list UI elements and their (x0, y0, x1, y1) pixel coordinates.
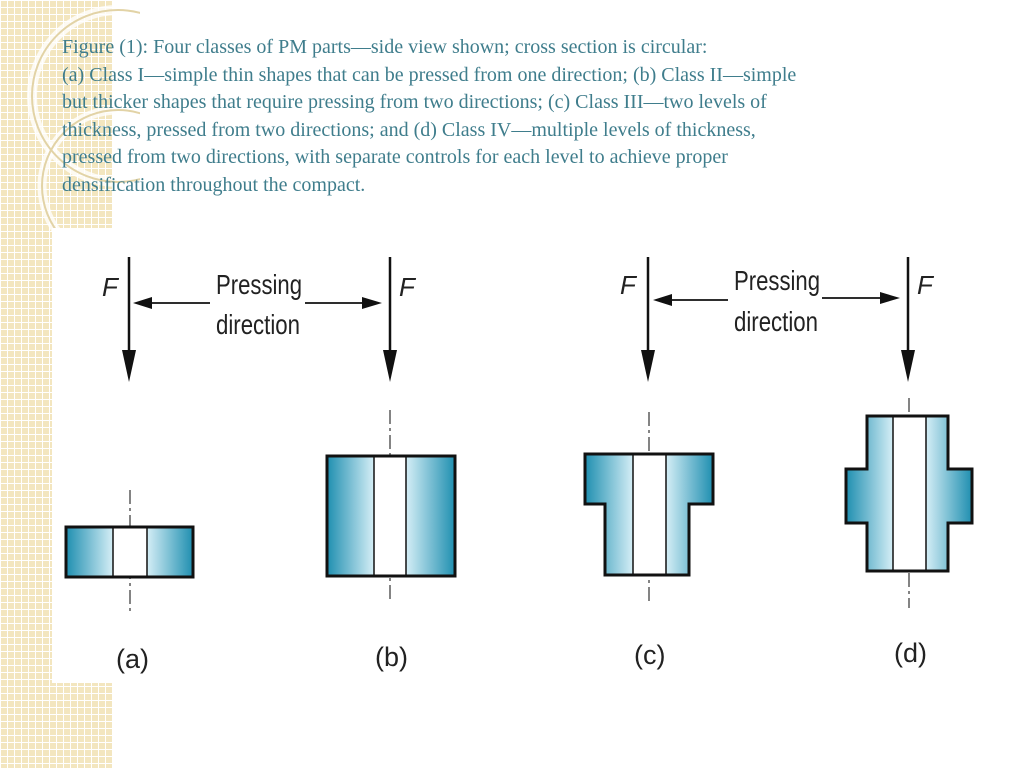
force-arrow-left-a (122, 257, 136, 382)
force-label-c: F (620, 270, 636, 300)
part-b-class-2 (327, 410, 455, 600)
part-a-class-1 (66, 490, 193, 612)
caption-line-1: Figure (1): Four classes of PM parts—side view shown; cross section is circular: (62, 36, 708, 58)
part-d-class-4 (846, 398, 972, 608)
force-label-b: F (399, 272, 415, 302)
force-label-a: F (102, 272, 118, 302)
caption-line-2: (a) Class I—simple thin shapes that can be pressed from one direction; (b) Class II—simple (62, 63, 797, 86)
part-label-c: (c) (634, 640, 666, 670)
force-arrow-right-b (383, 257, 397, 382)
caption-line-3: but thicker shapes that require pressing from two directions; (c) Class III—two levels of (62, 91, 767, 113)
pressing-label-right-line1: Pressing (734, 265, 820, 296)
pressing-label-right-line2: direction (734, 306, 818, 337)
part-label-a: (a) (116, 644, 149, 674)
force-arrow-right-d (901, 257, 915, 382)
caption-line-5: pressed from two directions, with separate controls for each level to achieve proper (62, 146, 728, 168)
part-c-class-3 (585, 412, 713, 605)
force-arrow-left-c (641, 257, 655, 382)
caption-line-4: thickness, pressed from two directions; and (d) Class IV—multiple levels of thickness, (62, 118, 756, 141)
pressing-label-left-line1: Pressing (216, 269, 302, 300)
caption-line-6: densification throughout the compact. (62, 173, 366, 196)
force-label-d: F (917, 270, 933, 300)
part-label-d: (d) (894, 638, 927, 668)
part-label-b: (b) (375, 642, 408, 672)
pressing-label-left-line2: direction (216, 309, 300, 340)
